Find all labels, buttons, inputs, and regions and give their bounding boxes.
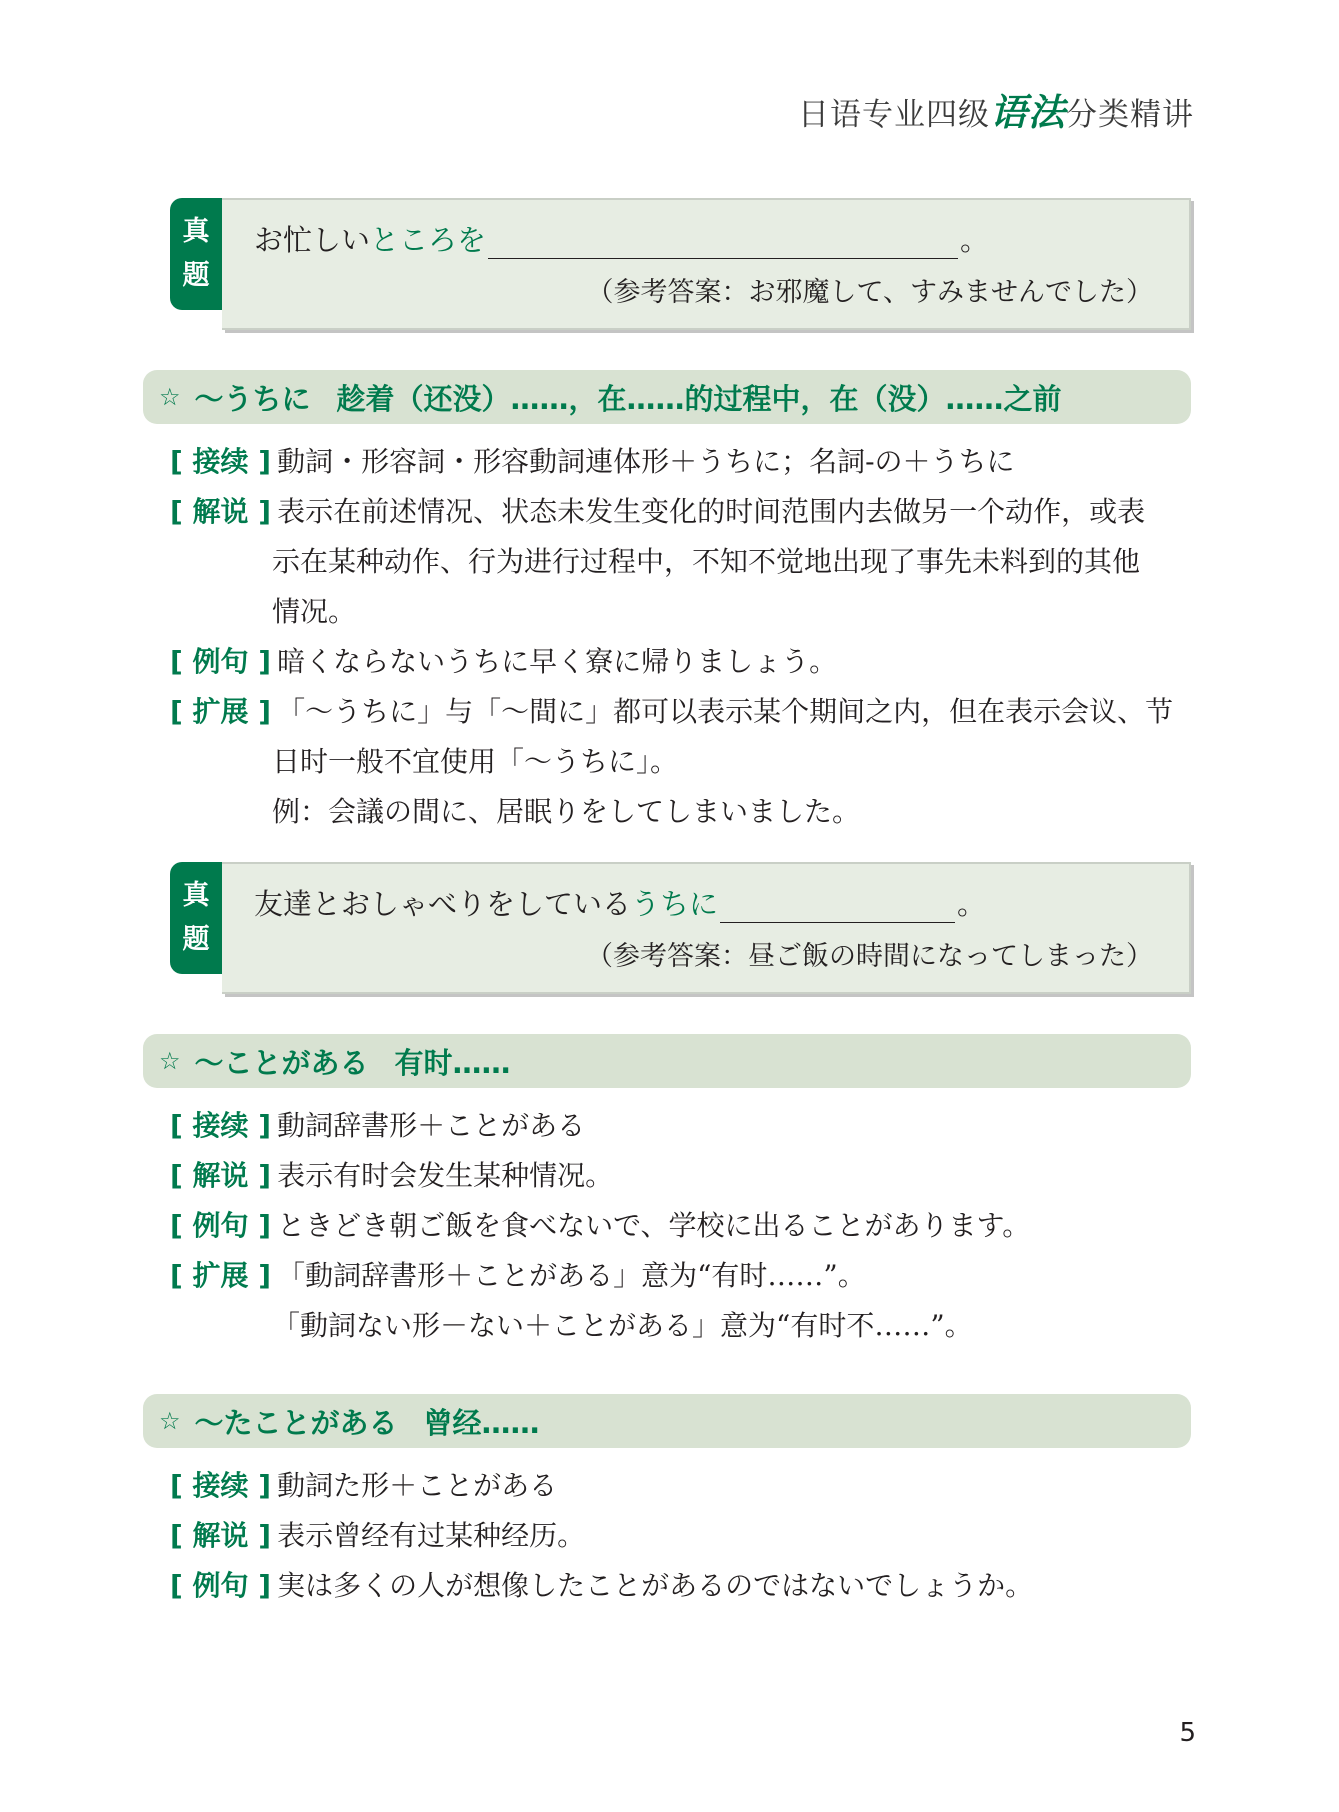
star-icon: ☆ — [159, 383, 181, 411]
jieshuo-label: [ 解说 ] — [170, 495, 272, 528]
header-suffix: 分类精讲 — [1066, 97, 1194, 133]
exam-question — [254, 882, 986, 923]
jieshuo-text-cont: 情况。 — [272, 595, 357, 628]
liju-line — [170, 1204, 1030, 1244]
zhenti-tab — [170, 198, 222, 310]
kuozhan-example: 例：会議の間に、居眠りをしてしまいました。 — [272, 795, 861, 828]
jiexu-text: 動詞た形＋ことがある — [277, 1469, 558, 1502]
jieshuo-line — [170, 490, 1145, 530]
answer-blank — [488, 230, 958, 259]
liju-line — [170, 1564, 1033, 1604]
kuozhan-text-cont: 「動詞ない形－ない＋ことがある」意为“有时不……”。 — [272, 1309, 973, 1342]
jieshuo-label: [ 解说 ] — [170, 1159, 272, 1192]
grammar-heading-kotogaaru — [143, 1034, 1191, 1088]
jieshuo-text: 表示曾经有过某种经历。 — [277, 1519, 586, 1552]
question-end: 。 — [960, 223, 990, 257]
zhenti-char-2: 题 — [182, 924, 210, 955]
kuozhan-text-cont: 日时一般不宜使用「～うちに」。 — [272, 745, 679, 778]
running-header — [798, 82, 1194, 136]
kuozhan-line — [170, 1254, 866, 1294]
jiexu-line — [170, 1104, 585, 1144]
kuozhan-text: 「～うちに」与「～間に」都可以表示某个期间之内，但在表示会议、节 — [277, 695, 1174, 728]
zhenti-char-1: 真 — [182, 880, 210, 911]
jiexu-label: [ 接续 ] — [170, 1469, 272, 1502]
kuozhan-line — [170, 690, 1173, 730]
zhenti-char-1: 真 — [182, 216, 210, 247]
jieshuo-line — [170, 1514, 585, 1554]
liju-line — [170, 640, 837, 680]
jiexu-label: [ 接续 ] — [170, 445, 272, 478]
liju-text: 実は多くの人が想像したことがあるのではないでしょうか。 — [277, 1569, 1034, 1602]
star-icon: ☆ — [159, 1047, 181, 1075]
liju-text: 暗くならないうちに早く寮に帰りましょう。 — [277, 645, 838, 678]
kuozhan-label: [ 扩展 ] — [170, 1259, 272, 1292]
question-highlight: ところを — [370, 223, 487, 257]
question-text: お忙しい — [254, 223, 371, 257]
liju-text: ときどき朝ご飯を食べないで、学校に出ることがあります。 — [277, 1209, 1031, 1242]
exam-question — [254, 218, 989, 259]
page-number: 5 — [1179, 1718, 1196, 1748]
jieshuo-text: 表示有时会发生某种情况。 — [277, 1159, 614, 1192]
grammar-heading-takotogaaru — [143, 1394, 1191, 1448]
question-text: 友達とおしゃべりをしている — [254, 887, 632, 921]
jiexu-text: 動詞辞書形＋ことがある — [277, 1109, 586, 1142]
liju-label: [ 例句 ] — [170, 645, 272, 678]
star-icon: ☆ — [159, 1407, 181, 1435]
jiexu-line — [170, 1464, 557, 1504]
grammar-title: ～うちに — [194, 381, 311, 416]
jieshuo-label: [ 解说 ] — [170, 1519, 272, 1552]
jieshuo-text: 表示在前述情况、状态未发生变化的时间范围内去做另一个动作，或表 — [277, 495, 1146, 528]
jiexu-line — [170, 440, 1015, 480]
exam-question-panel — [222, 862, 1191, 994]
header-emph: 语法 — [990, 91, 1066, 134]
answer-blank — [720, 894, 955, 923]
zhenti-char-2: 题 — [182, 260, 210, 291]
liju-label: [ 例句 ] — [170, 1569, 272, 1602]
liju-label: [ 例句 ] — [170, 1209, 272, 1242]
reference-answer: （参考答案：昼ご飯の時間になってしまった） — [586, 941, 1153, 972]
header-prefix: 日语专业四级 — [798, 97, 990, 133]
reference-answer: （参考答案：お邪魔して、すみませんでした） — [586, 277, 1153, 308]
question-highlight: うちに — [631, 887, 719, 921]
grammar-heading-uchini — [143, 370, 1191, 424]
jieshuo-text-cont: 示在某种动作、行为进行过程中，不知不觉地出现了事先未料到的其他 — [272, 545, 1141, 578]
zhenti-tab — [170, 862, 222, 974]
jiexu-label: [ 接续 ] — [170, 1109, 272, 1142]
grammar-meaning: 趁着（还没）……，在……的过程中，在（没）……之前 — [336, 381, 1062, 416]
question-end: 。 — [957, 887, 987, 921]
jiexu-text: 動詞・形容詞・形容動詞連体形＋うちに；名詞-の＋うちに — [277, 445, 1015, 478]
grammar-meaning: 曾经…… — [423, 1405, 540, 1440]
exam-question-panel — [222, 198, 1191, 330]
jieshuo-line — [170, 1154, 613, 1194]
kuozhan-text: 「動詞辞書形＋ことがある」意为“有时……”。 — [277, 1259, 866, 1292]
grammar-title: ～ことがある — [194, 1045, 369, 1080]
kuozhan-label: [ 扩展 ] — [170, 695, 272, 728]
grammar-meaning: 有时…… — [394, 1045, 511, 1080]
grammar-title: ～たことがある — [194, 1405, 398, 1440]
